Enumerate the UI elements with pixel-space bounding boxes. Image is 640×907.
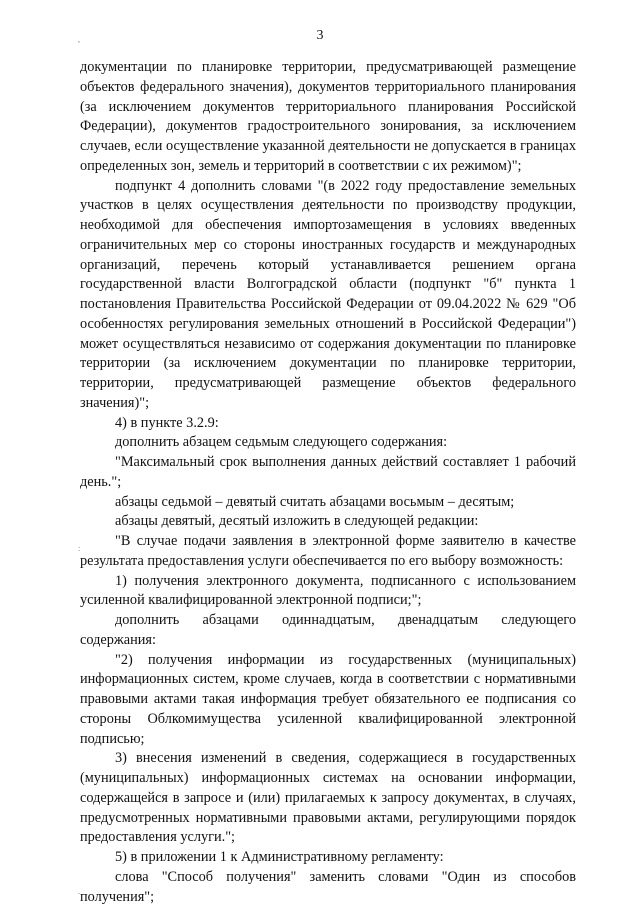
paragraph-new-wording: абзацы девятый, десятый изложить в следующей редакции:	[115, 513, 479, 530]
paragraph-electronic-form: "В случае подачи заявления в электронной форме заявителю в качестве результата предоставления услуги обеспечивается по его выбору возможность:	[80, 533, 576, 569]
paragraph-max-term: "Максимальный срок выполнения данных действий составляет 1 рабочий день.";	[80, 454, 576, 490]
paragraph-renumber: абзацы седьмой – девятый считать абзацами восьмым – десятым;	[115, 493, 515, 510]
paragraph-add-eleventh: дополнить абзацами одиннадцатым, двенадцатым следующего содержания:	[80, 612, 576, 648]
scan-mark: ,	[78, 35, 80, 44]
paragraph-option-2: "2) получения информации из государственных (муниципальных) информационных систем, кроме случаев, когда в соответствии с нормативными правовыми актами такая информация требует обязательного ее подписания со стороны Облкомимущества усиленной квалифицированной электронной подписью;	[80, 651, 576, 747]
page-number: 3	[316, 28, 324, 43]
scan-mark: :	[78, 544, 81, 553]
paragraph-continuation: документации по планировке территории, предусматривающей размещение объектов федерального значения), документов территориального планирования (за исключением документов территориального планирования Российской Федерации), документов градостроительного зонирования, за исключением случаев, если осуществление указанной деятельности не допускается в границах определенных зон, земель и территорий в соответствии с их режимом)";	[80, 59, 576, 174]
document-body	[80, 58, 576, 907]
scan-mark: .	[78, 887, 80, 896]
paragraph-replace-words: слова "Способ получения" заменить словами "Один из способов получения";	[80, 868, 576, 905]
paragraph-option-1: 1) получения электронного документа, подписанного с использованием усиленной квалифицированной электронной подписи;";	[80, 572, 576, 609]
paragraph-item-5: 5) в приложении 1 к Административному регламенту:	[115, 849, 444, 865]
paragraph-item-4: 4) в пункте 3.2.9:	[115, 414, 219, 431]
paragraph-subitem-4-addition: подпункт 4 дополнить словами "(в 2022 году предоставление земельных участков в целях осуществления деятельности по производству продукции, необходимой для обеспечения импортозамещения в условиях введенных ограничительных мер со стороны иностранных государств и международных организаций, перечень который устанавливается решением органа государственной власти Волгоградской области (подпункт "б" пункта 1 постановления Правительства Российской Федерации от 09.04.2022 № 629 "Об особенностях регулирования земельных отношений в Российской Федерации") может осуществляться независимо от содержания документации по планировке территории (за исключением документации по планировке территории, территории, предусматривающей размещение объектов федерального значения)";	[80, 177, 576, 411]
paragraph-option-3: 3) внесения изменений в сведения, содержащиеся в государственных (муниципальных) информационных системах на основании информации, содержащейся в запросе и (или) прилагаемых к запросу документах, в случаях, предусмотренных нормативными правовыми актами, регулирующими порядок предоставления услуги.";	[80, 750, 576, 846]
paragraph-add-seventh: дополнить абзацем седьмым следующего содержания:	[115, 434, 448, 451]
